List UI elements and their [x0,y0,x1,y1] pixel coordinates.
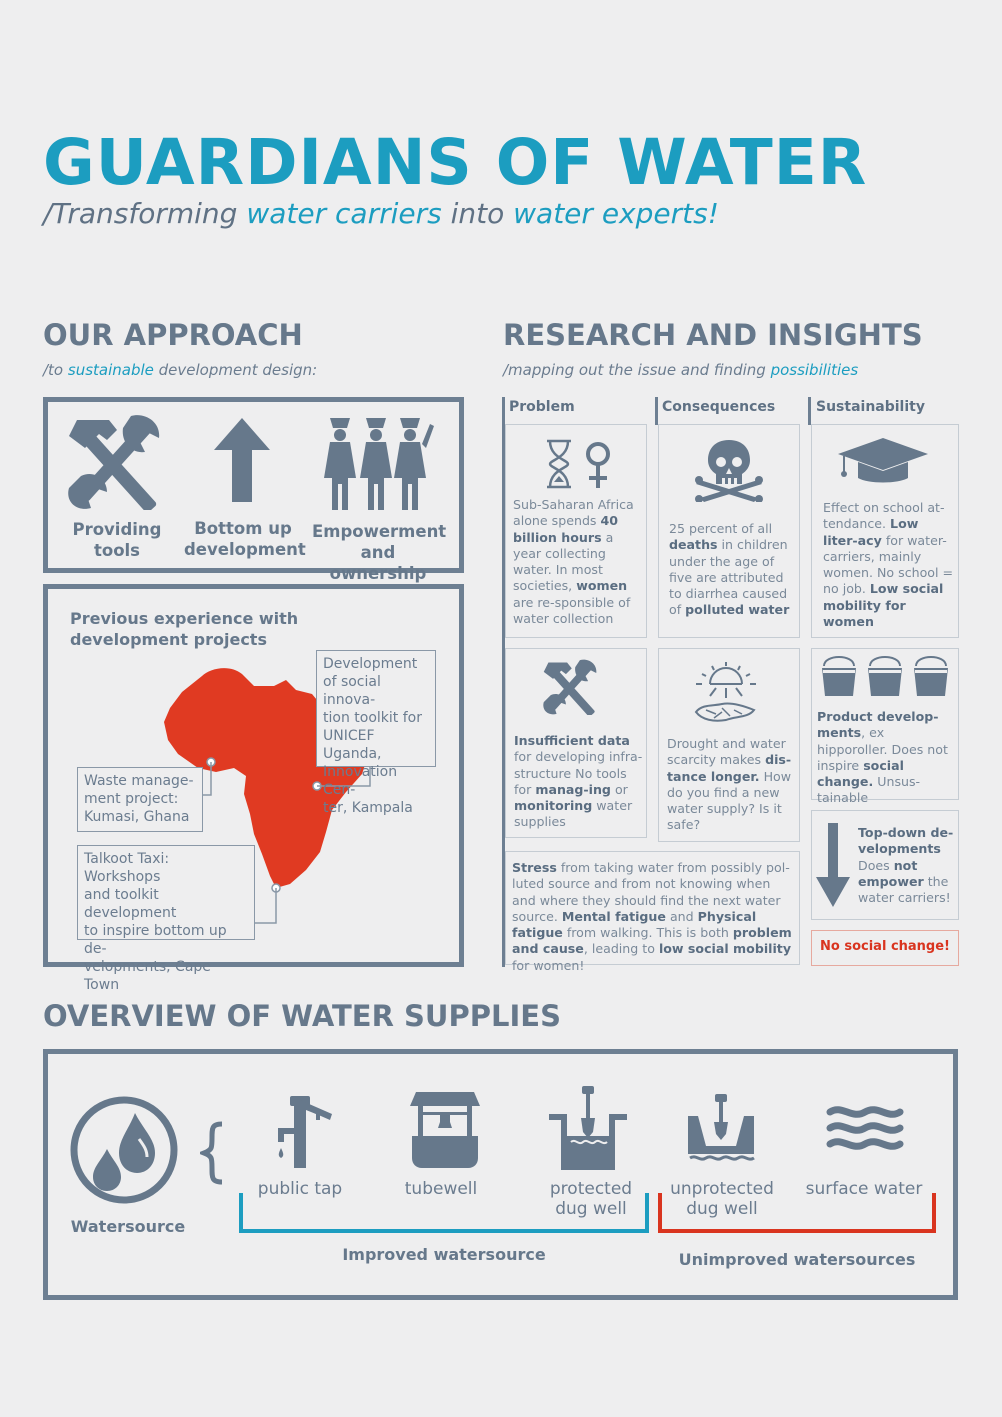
insight-text-problem-data: Insufficient data for developing infra-structure No tools for manag-ing or monitoring water supplies [514,733,643,830]
drought-sun-icon [692,660,760,726]
water-carriers-icon [322,414,434,510]
insight-text-top-down: Top-down de-velopments Does not empower the water carriers! [858,825,954,906]
watersource-label: Watersource [70,1217,186,1236]
arrow-down-icon [816,823,850,907]
insight-text-consequence-deaths: 25 percent of all deaths in children under the age of five are attributed to diarrhea caused of polluted water [669,521,790,618]
protected-dug-well-icon [549,1086,627,1170]
insight-text-sustainability-products: Product develop-ments, ex hipporoller. Does not inspire social change. Unsus-tainable [817,709,948,806]
approach-heading: OUR APPROACH [43,318,303,352]
unimproved-label: Unimproved watersources [678,1250,916,1269]
supply-label-surface-water: surface water [805,1179,923,1199]
skull-icon [694,438,764,502]
supply-label-public-tap: public tap [257,1179,343,1199]
tools-icon [63,414,165,510]
surface-water-icon [826,1104,904,1154]
tubewell-icon [410,1092,480,1168]
page-subtitle: /Transforming water carriers into water experts! [43,197,719,230]
improved-bracket [239,1193,649,1233]
graduation-cap-icon [838,438,928,484]
curly-brace-icon [200,1120,228,1186]
public-tap-icon [268,1090,340,1168]
approach-label-tools: Providing tools [72,520,162,560]
improved-label: Improved watersource [342,1245,546,1264]
column-header-sustainability: Sustainability [816,399,925,415]
unprotected-dug-well-icon [688,1094,756,1164]
approach-label-bottom-up: Bottom up development [184,519,306,559]
insight-text-stress: Stress from taking water from possibly pol-luted source and from not knowing when and where they should find the next water source. Mental fatigue and Physical fatigue from walking. This is both problem and cause, leading to low social mobility for women! [512,860,792,973]
unimproved-bracket [658,1193,936,1233]
supply-label-tubewell: tubewell [404,1179,478,1199]
supply-label-unprotected-dug-well: unprotected dug well [670,1179,774,1219]
supplies-heading: OVERVIEW OF WATER SUPPLIES [43,999,561,1033]
hourglass-female-icon [544,438,616,490]
insight-text-problem-hours: Sub-Saharan Africa alone spends 40 billion hours a year collecting water. In most societies, women are re-sponsible of water collection [513,497,634,627]
tools-small-icon [539,659,601,715]
callout-cape-town: Talkoot Taxi: Workshops and toolkit development to inspire bottom up de- velopments, Cape Town [77,845,255,940]
watersource-icon [69,1095,179,1205]
callout-kumasi: Waste manage- ment project: Kumasi, Ghana [77,767,203,832]
insight-text-sustainability-school: Effect on school at-tendance. Low liter-acy for water-carriers, mainly women. No school = no job. Low social mobility for women [823,500,954,630]
column-divider [808,397,811,425]
supply-label-protected-dug-well: protected dug well [549,1179,633,1219]
insight-text-consequence-drought: Drought and water scarcity makes dis-tance longer. How do you find a new water supply? Is it safe? [667,736,792,833]
column-header-consequences: Consequences [662,399,776,415]
page-title: GUARDIANS OF WATER [43,126,868,199]
column-header-problem: Problem [509,399,575,415]
research-heading: RESEARCH AND INSIGHTS [503,318,923,352]
approach-label-empowerment: Empowerment and ownership [312,522,447,583]
column-divider [655,397,658,425]
approach-subheading: /to sustainable development design: [43,361,318,379]
arrow-up-icon [214,418,270,502]
research-subheading: /mapping out the issue and finding possibilities [503,361,859,379]
experience-heading: Previous experience with development projects [70,609,299,649]
buckets-icon [820,656,952,698]
no-social-change-label: No social change! [820,939,950,954]
callout-kampala: Development of social innova- tion toolkit for UNICEF Uganda, Innovation Cen- ter, Kampala [316,650,436,767]
